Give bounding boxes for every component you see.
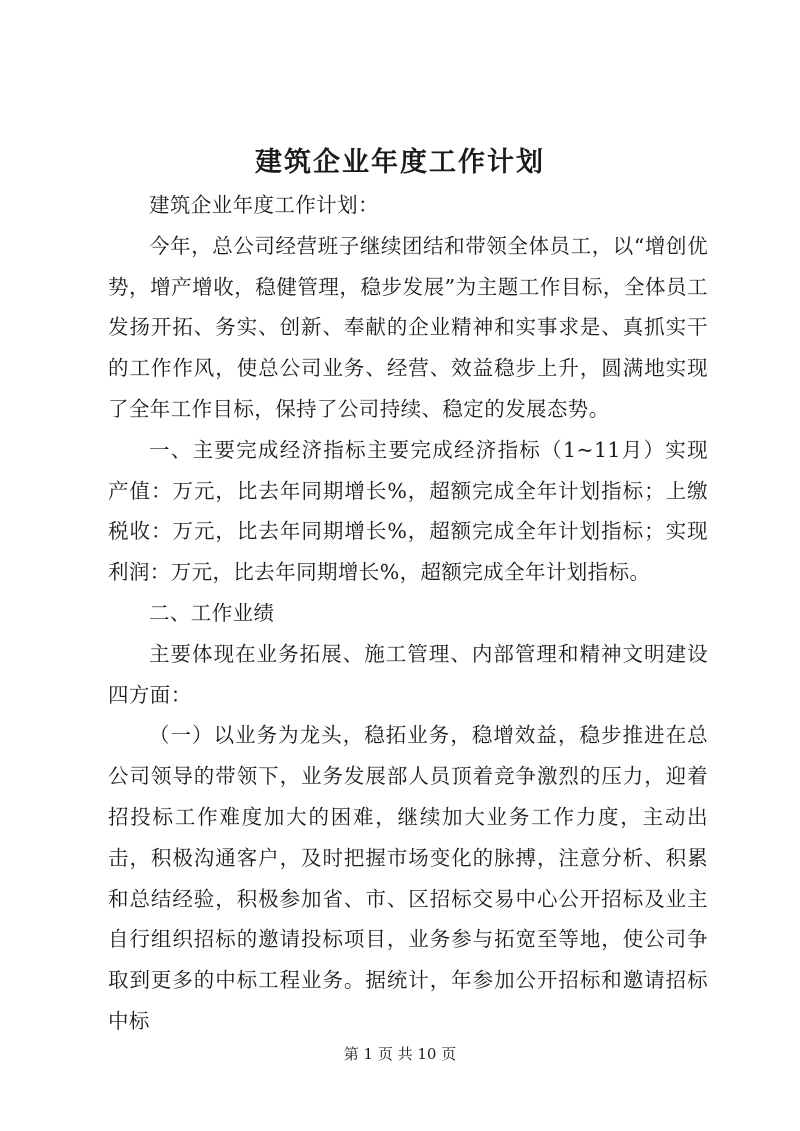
paragraph-summary: 今年，总公司经营班子继续团结和带领全体员工，以“增创优势，增产增收，稳健管理，稳步发展”为主题工作目标，全体员工发扬开拓、务实、创新、奉献的企业精神和实事求是、真抓实干的工作作风，使总公司业务、经营、效益稳步上升，圆满地实现了全年工作目标，保持了公司持续、稳定的发展态势。 xyxy=(108,233,708,421)
paragraph-section-heading: 二、工作业绩 xyxy=(149,600,275,625)
paragraph-business: （一）以业务为龙头，稳拓业务，稳增效益，稳步推进在总公司领导的带领下，业务发展部人员顶着竞争激烈的压力，迎着招投标工作难度加大的困难，继续加大业务工作力度，主动出击，积极沟通客户，及时把握市场变化的脉搏，注意分析、积累和总结经验，积极参加省、市、区招标交易中心公开招标及业主自行组织招标的邀请投标项目，业务参与拓宽至等地，使公司争取到更多的中标工程业务。据统计，年参加公开招标和邀请招标中标 xyxy=(108,723,708,1033)
document-title: 建筑企业年度工作计划 xyxy=(255,147,545,178)
paragraph-economic-indicators: 一、主要完成经济指标主要完成经济指标（1~11月）实现产值：万元，比去年同期增长%，超额完成全年计划指标；上缴税收：万元，比去年同期增长%，超额完成全年计划指标；实现利润：万元，比去年同期增长%，超额完成全年计划指标。 xyxy=(108,437,708,585)
paragraph-aspects: 主要体现在业务拓展、施工管理、内部管理和精神文明建设四方面： xyxy=(108,641,708,707)
document-body xyxy=(108,185,708,1042)
page-number-footer: 第 1 页 共 10 页 xyxy=(343,1045,457,1063)
paragraph-intro-label: 建筑企业年度工作计划： xyxy=(149,193,379,217)
